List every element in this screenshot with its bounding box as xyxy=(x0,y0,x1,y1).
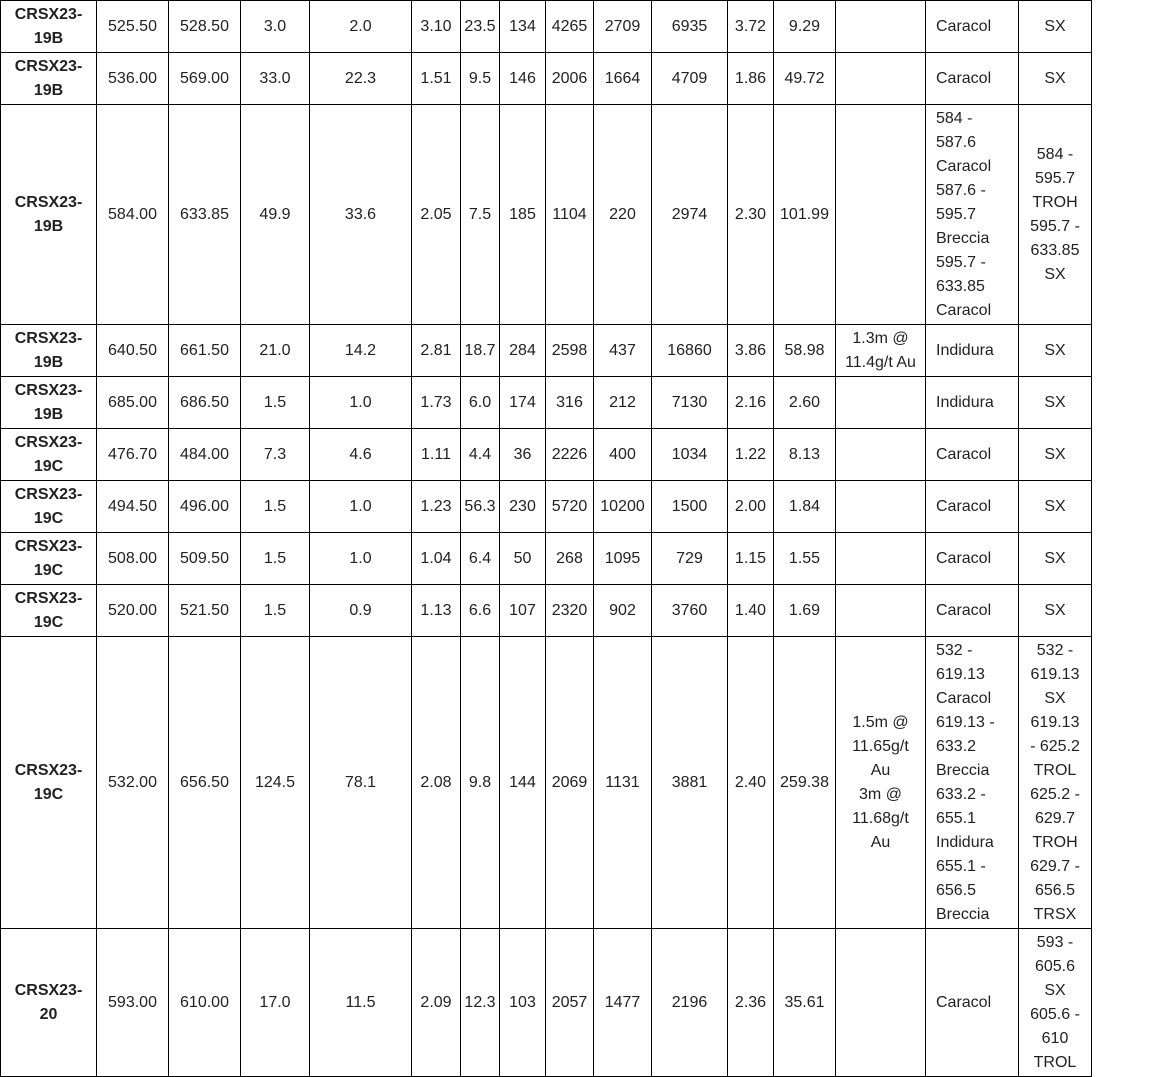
zone-cell-line: 633.85 xyxy=(1030,241,1080,259)
true-width-cell: 2.0 xyxy=(310,1,412,53)
value-cell-7: 2.30 xyxy=(728,105,774,325)
value-cell-2: 56.3 xyxy=(461,481,500,533)
host-rock-cell-line: Caracol xyxy=(936,301,992,319)
value-cell-2: 9.5 xyxy=(461,53,500,105)
true-width-cell: 1.0 xyxy=(310,377,412,429)
table-body xyxy=(1,1,1092,1077)
value-cell-4: 316 xyxy=(546,377,594,429)
zone-cell-line: SX xyxy=(1044,393,1066,411)
value-cell-7: 1.15 xyxy=(728,533,774,585)
host-rock-cell xyxy=(926,105,1019,325)
zone-cell-line: TRSX xyxy=(1033,905,1077,923)
value-cell-5: 10200 xyxy=(594,481,652,533)
hole-id-cell-line: 19B xyxy=(33,81,64,99)
from-cell: 520.00 xyxy=(97,585,169,637)
hole-id-cell xyxy=(1,585,97,637)
zone-cell-line: SX xyxy=(1044,445,1066,463)
value-cell-4: 2006 xyxy=(546,53,594,105)
zone-cell xyxy=(1019,429,1092,481)
host-rock-cell-line: 633.2 - xyxy=(936,785,986,803)
host-rock-cell-line: 619.13 xyxy=(936,665,985,683)
zone-cell-line: SX xyxy=(1044,341,1066,359)
hole-id-cell-line: CRSX23- xyxy=(14,57,83,75)
zone-cell-line: SX xyxy=(1044,549,1066,567)
value-cell-7: 1.86 xyxy=(728,53,774,105)
host-rock-cell xyxy=(926,533,1019,585)
value-cell-1: 1.51 xyxy=(412,53,461,105)
hole-id-cell-line: 19C xyxy=(33,785,64,803)
value-cell-7: 1.22 xyxy=(728,429,774,481)
host-rock-cell-line: Caracol xyxy=(936,993,992,1011)
table-row xyxy=(1,105,1092,325)
value-cell-5: 902 xyxy=(594,585,652,637)
value-cell-2: 18.7 xyxy=(461,325,500,377)
value-cell-1: 2.05 xyxy=(412,105,461,325)
to-cell: 656.50 xyxy=(169,637,241,929)
including-cell xyxy=(836,585,926,637)
value-cell-3: 284 xyxy=(500,325,546,377)
length-cell: 1.5 xyxy=(241,377,310,429)
including-cell xyxy=(836,637,926,929)
host-rock-cell-line: Caracol xyxy=(936,69,992,87)
value-cell-5: 212 xyxy=(594,377,652,429)
value-cell-8: 9.29 xyxy=(774,1,836,53)
to-cell: 661.50 xyxy=(169,325,241,377)
table-row xyxy=(1,53,1092,105)
value-cell-3: 36 xyxy=(500,429,546,481)
hole-id-cell xyxy=(1,105,97,325)
value-cell-6: 7130 xyxy=(652,377,728,429)
table-row xyxy=(1,585,1092,637)
zone-cell-line: SX xyxy=(1044,17,1066,35)
zone-cell-line: 605.6 - xyxy=(1030,1005,1080,1023)
including-cell xyxy=(836,429,926,481)
value-cell-8: 49.72 xyxy=(774,53,836,105)
value-cell-4: 2598 xyxy=(546,325,594,377)
value-cell-2: 7.5 xyxy=(461,105,500,325)
value-cell-2: 12.3 xyxy=(461,929,500,1077)
zone-cell-line: SX xyxy=(1044,69,1066,87)
zone-cell-line: 595.7 - xyxy=(1030,217,1080,235)
value-cell-8: 1.84 xyxy=(774,481,836,533)
from-cell: 476.70 xyxy=(97,429,169,481)
hole-id-cell-line: CRSX23- xyxy=(14,381,83,399)
including-cell xyxy=(836,377,926,429)
host-rock-cell-line: 655.1 xyxy=(936,809,977,827)
value-cell-6: 3881 xyxy=(652,637,728,929)
value-cell-1: 1.73 xyxy=(412,377,461,429)
value-cell-7: 2.16 xyxy=(728,377,774,429)
zone-cell-line: 595.7 xyxy=(1034,169,1076,187)
true-width-cell: 11.5 xyxy=(310,929,412,1077)
hole-id-cell-line: CRSX23- xyxy=(14,193,83,211)
value-cell-4: 4265 xyxy=(546,1,594,53)
value-cell-5: 2709 xyxy=(594,1,652,53)
value-cell-6: 1034 xyxy=(652,429,728,481)
host-rock-cell xyxy=(926,325,1019,377)
zone-cell-line: 532 - xyxy=(1036,641,1074,659)
value-cell-6: 2196 xyxy=(652,929,728,1077)
value-cell-6: 2974 xyxy=(652,105,728,325)
zone-cell-line: 656.5 xyxy=(1034,881,1076,899)
value-cell-7: 2.40 xyxy=(728,637,774,929)
value-cell-1: 1.11 xyxy=(412,429,461,481)
host-rock-cell-line: 595.7 xyxy=(936,205,977,223)
including-cell xyxy=(836,105,926,325)
including-cell-line: 11.68g/t xyxy=(852,809,909,827)
host-rock-cell-line: Caracol xyxy=(936,445,992,463)
hole-id-cell xyxy=(1,481,97,533)
table-row xyxy=(1,325,1092,377)
length-cell: 3.0 xyxy=(241,1,310,53)
host-rock-cell-line: Breccia xyxy=(936,905,990,923)
host-rock-cell xyxy=(926,585,1019,637)
including-cell-line: 11.4g/t Au xyxy=(845,353,916,371)
to-cell: 633.85 xyxy=(169,105,241,325)
hole-id-cell xyxy=(1,377,97,429)
value-cell-1: 3.10 xyxy=(412,1,461,53)
table-row xyxy=(1,429,1092,481)
zone-cell-line: TROH xyxy=(1032,833,1078,851)
zone-cell xyxy=(1019,637,1092,929)
length-cell: 33.0 xyxy=(241,53,310,105)
zone-cell xyxy=(1019,929,1092,1077)
value-cell-3: 146 xyxy=(500,53,546,105)
zone-cell-line: SX xyxy=(1044,497,1066,515)
from-cell: 584.00 xyxy=(97,105,169,325)
hole-id-cell-line: 19C xyxy=(33,561,64,579)
from-cell: 593.00 xyxy=(97,929,169,1077)
to-cell: 496.00 xyxy=(169,481,241,533)
zone-cell-line: TROH xyxy=(1032,193,1078,211)
table-row xyxy=(1,533,1092,585)
host-rock-cell xyxy=(926,429,1019,481)
hole-id-cell-line: CRSX23- xyxy=(14,5,83,23)
value-cell-3: 103 xyxy=(500,929,546,1077)
zone-cell-line: SX xyxy=(1044,981,1066,999)
zone-cell-line: 584 - xyxy=(1036,145,1074,163)
zone-cell-line: - 625.2 xyxy=(1030,737,1080,755)
from-cell: 532.00 xyxy=(97,637,169,929)
from-cell: 508.00 xyxy=(97,533,169,585)
zone-cell xyxy=(1019,481,1092,533)
including-cell xyxy=(836,481,926,533)
value-cell-3: 174 xyxy=(500,377,546,429)
value-cell-5: 1477 xyxy=(594,929,652,1077)
value-cell-3: 107 xyxy=(500,585,546,637)
value-cell-8: 2.60 xyxy=(774,377,836,429)
hole-id-cell-line: 19B xyxy=(33,29,64,47)
host-rock-cell-line: Caracol xyxy=(936,17,992,35)
value-cell-2: 23.5 xyxy=(461,1,500,53)
value-cell-4: 2320 xyxy=(546,585,594,637)
value-cell-5: 400 xyxy=(594,429,652,481)
zone-cell-line: 625.2 - xyxy=(1030,785,1080,803)
zone-cell-line: TROL xyxy=(1033,761,1077,779)
to-cell: 610.00 xyxy=(169,929,241,1077)
value-cell-2: 6.0 xyxy=(461,377,500,429)
including-cell-line: 1.5m @ xyxy=(852,713,909,731)
from-cell: 536.00 xyxy=(97,53,169,105)
value-cell-1: 1.23 xyxy=(412,481,461,533)
value-cell-4: 1104 xyxy=(546,105,594,325)
hole-id-cell-line: 19C xyxy=(33,613,64,631)
host-rock-cell xyxy=(926,481,1019,533)
from-cell: 525.50 xyxy=(97,1,169,53)
hole-id-cell-line: CRSX23- xyxy=(14,433,83,451)
host-rock-cell-line: Caracol xyxy=(936,601,992,619)
true-width-cell: 4.6 xyxy=(310,429,412,481)
value-cell-1: 1.13 xyxy=(412,585,461,637)
table-row xyxy=(1,637,1092,929)
zone-cell-line: SX xyxy=(1044,689,1066,707)
value-cell-4: 5720 xyxy=(546,481,594,533)
table-row xyxy=(1,481,1092,533)
value-cell-8: 8.13 xyxy=(774,429,836,481)
value-cell-1: 1.04 xyxy=(412,533,461,585)
value-cell-2: 4.4 xyxy=(461,429,500,481)
value-cell-8: 1.55 xyxy=(774,533,836,585)
true-width-cell: 0.9 xyxy=(310,585,412,637)
including-cell xyxy=(836,1,926,53)
including-cell-line: Au xyxy=(870,833,891,851)
value-cell-7: 2.36 xyxy=(728,929,774,1077)
host-rock-cell xyxy=(926,53,1019,105)
length-cell: 124.5 xyxy=(241,637,310,929)
zone-cell-line: SX xyxy=(1044,265,1066,283)
value-cell-7: 1.40 xyxy=(728,585,774,637)
length-cell: 21.0 xyxy=(241,325,310,377)
host-rock-cell-line: 655.1 - xyxy=(936,857,986,875)
host-rock-cell-line: Indidura xyxy=(936,833,994,851)
value-cell-4: 2226 xyxy=(546,429,594,481)
hole-id-cell-line: CRSX23- xyxy=(14,329,83,347)
length-cell: 1.5 xyxy=(241,533,310,585)
value-cell-8: 35.61 xyxy=(774,929,836,1077)
including-cell-line: Au xyxy=(870,761,891,779)
zone-cell xyxy=(1019,325,1092,377)
table-row xyxy=(1,377,1092,429)
value-cell-5: 220 xyxy=(594,105,652,325)
value-cell-6: 1500 xyxy=(652,481,728,533)
length-cell: 7.3 xyxy=(241,429,310,481)
host-rock-cell-line: 656.5 xyxy=(936,881,977,899)
value-cell-4: 2057 xyxy=(546,929,594,1077)
from-cell: 640.50 xyxy=(97,325,169,377)
zone-cell xyxy=(1019,533,1092,585)
length-cell: 17.0 xyxy=(241,929,310,1077)
value-cell-2: 6.4 xyxy=(461,533,500,585)
hole-id-cell-line: 19C xyxy=(33,509,64,527)
value-cell-7: 3.72 xyxy=(728,1,774,53)
host-rock-cell-line: 584 - xyxy=(936,109,973,127)
value-cell-4: 2069 xyxy=(546,637,594,929)
value-cell-7: 2.00 xyxy=(728,481,774,533)
including-cell-line: 1.3m @ xyxy=(852,329,909,347)
host-rock-cell-line: 595.7 - xyxy=(936,253,986,271)
hole-id-cell xyxy=(1,325,97,377)
value-cell-3: 185 xyxy=(500,105,546,325)
host-rock-cell-line: Indidura xyxy=(936,393,994,411)
host-rock-cell-line: 587.6 - xyxy=(936,181,986,199)
to-cell: 509.50 xyxy=(169,533,241,585)
hole-id-cell-line: CRSX23- xyxy=(14,485,83,503)
hole-id-cell-line: 19B xyxy=(33,405,64,423)
zone-cell xyxy=(1019,377,1092,429)
host-rock-cell-line: 633.85 xyxy=(936,277,985,295)
host-rock-cell xyxy=(926,637,1019,929)
hole-id-cell-line: CRSX23- xyxy=(14,589,83,607)
value-cell-5: 1095 xyxy=(594,533,652,585)
hole-id-cell xyxy=(1,429,97,481)
host-rock-cell-line: Breccia xyxy=(936,229,990,247)
including-cell xyxy=(836,929,926,1077)
hole-id-cell xyxy=(1,533,97,585)
hole-id-cell-line: CRSX23- xyxy=(14,537,83,555)
zone-cell-line: 629.7 - xyxy=(1030,857,1080,875)
true-width-cell: 1.0 xyxy=(310,533,412,585)
hole-id-cell-line: CRSX23- xyxy=(14,761,83,779)
value-cell-8: 259.38 xyxy=(774,637,836,929)
host-rock-cell-line: Caracol xyxy=(936,549,992,567)
length-cell: 1.5 xyxy=(241,481,310,533)
value-cell-7: 3.86 xyxy=(728,325,774,377)
value-cell-3: 230 xyxy=(500,481,546,533)
to-cell: 686.50 xyxy=(169,377,241,429)
zone-cell-line: 619.13 xyxy=(1030,713,1080,731)
zone-cell-line: 605.6 xyxy=(1034,957,1076,975)
zone-cell-line: 619.13 xyxy=(1030,665,1080,683)
host-rock-cell-line: Breccia xyxy=(936,761,990,779)
table-row xyxy=(1,929,1092,1077)
value-cell-6: 16860 xyxy=(652,325,728,377)
to-cell: 484.00 xyxy=(169,429,241,481)
hole-id-cell xyxy=(1,637,97,929)
value-cell-6: 6935 xyxy=(652,1,728,53)
value-cell-2: 9.8 xyxy=(461,637,500,929)
host-rock-cell xyxy=(926,1,1019,53)
true-width-cell: 22.3 xyxy=(310,53,412,105)
value-cell-6: 3760 xyxy=(652,585,728,637)
value-cell-1: 2.08 xyxy=(412,637,461,929)
host-rock-cell xyxy=(926,377,1019,429)
value-cell-3: 134 xyxy=(500,1,546,53)
host-rock-cell-line: 532 - xyxy=(936,641,973,659)
zone-cell xyxy=(1019,585,1092,637)
true-width-cell: 33.6 xyxy=(310,105,412,325)
host-rock-cell-line: 619.13 - xyxy=(936,713,995,731)
value-cell-3: 50 xyxy=(500,533,546,585)
zone-cell xyxy=(1019,53,1092,105)
value-cell-6: 4709 xyxy=(652,53,728,105)
value-cell-8: 101.99 xyxy=(774,105,836,325)
length-cell: 1.5 xyxy=(241,585,310,637)
zone-cell-line: 593 - xyxy=(1036,933,1074,951)
hole-id-cell xyxy=(1,929,97,1077)
host-rock-cell-line: Caracol xyxy=(936,689,992,707)
including-cell xyxy=(836,325,926,377)
value-cell-5: 437 xyxy=(594,325,652,377)
hole-id-cell-line: 19B xyxy=(33,217,64,235)
true-width-cell: 14.2 xyxy=(310,325,412,377)
host-rock-cell xyxy=(926,929,1019,1077)
true-width-cell: 1.0 xyxy=(310,481,412,533)
value-cell-1: 2.09 xyxy=(412,929,461,1077)
from-cell: 494.50 xyxy=(97,481,169,533)
length-cell: 49.9 xyxy=(241,105,310,325)
zone-cell-line: 629.7 xyxy=(1034,809,1076,827)
value-cell-3: 144 xyxy=(500,637,546,929)
host-rock-cell-line: 587.6 xyxy=(936,133,977,151)
value-cell-2: 6.6 xyxy=(461,585,500,637)
value-cell-4: 268 xyxy=(546,533,594,585)
value-cell-8: 58.98 xyxy=(774,325,836,377)
value-cell-5: 1131 xyxy=(594,637,652,929)
value-cell-6: 729 xyxy=(652,533,728,585)
value-cell-8: 1.69 xyxy=(774,585,836,637)
including-cell xyxy=(836,533,926,585)
including-cell-line: 3m @ xyxy=(859,785,902,803)
hole-id-cell-line: CRSX23- xyxy=(14,981,83,999)
host-rock-cell-line: Caracol xyxy=(936,157,992,175)
to-cell: 528.50 xyxy=(169,1,241,53)
host-rock-cell-line: Caracol xyxy=(936,497,992,515)
hole-id-cell-line: 19B xyxy=(33,353,64,371)
including-cell-line: 11.65g/t xyxy=(852,737,909,755)
host-rock-cell-line: Indidura xyxy=(936,341,994,359)
zone-cell-line: TROL xyxy=(1033,1053,1077,1071)
value-cell-5: 1664 xyxy=(594,53,652,105)
true-width-cell: 78.1 xyxy=(310,637,412,929)
zone-cell-line: 610 xyxy=(1041,1029,1069,1047)
value-cell-1: 2.81 xyxy=(412,325,461,377)
host-rock-cell-line: 633.2 xyxy=(936,737,977,755)
zone-cell-line: SX xyxy=(1044,601,1066,619)
zone-cell xyxy=(1019,105,1092,325)
zone-cell xyxy=(1019,1,1092,53)
from-cell: 685.00 xyxy=(97,377,169,429)
hole-id-cell-line: 20 xyxy=(39,1005,58,1023)
table-row xyxy=(1,1,1092,53)
to-cell: 521.50 xyxy=(169,585,241,637)
hole-id-cell xyxy=(1,53,97,105)
to-cell: 569.00 xyxy=(169,53,241,105)
hole-id-cell xyxy=(1,1,97,53)
hole-id-cell-line: 19C xyxy=(33,457,64,475)
including-cell xyxy=(836,53,926,105)
